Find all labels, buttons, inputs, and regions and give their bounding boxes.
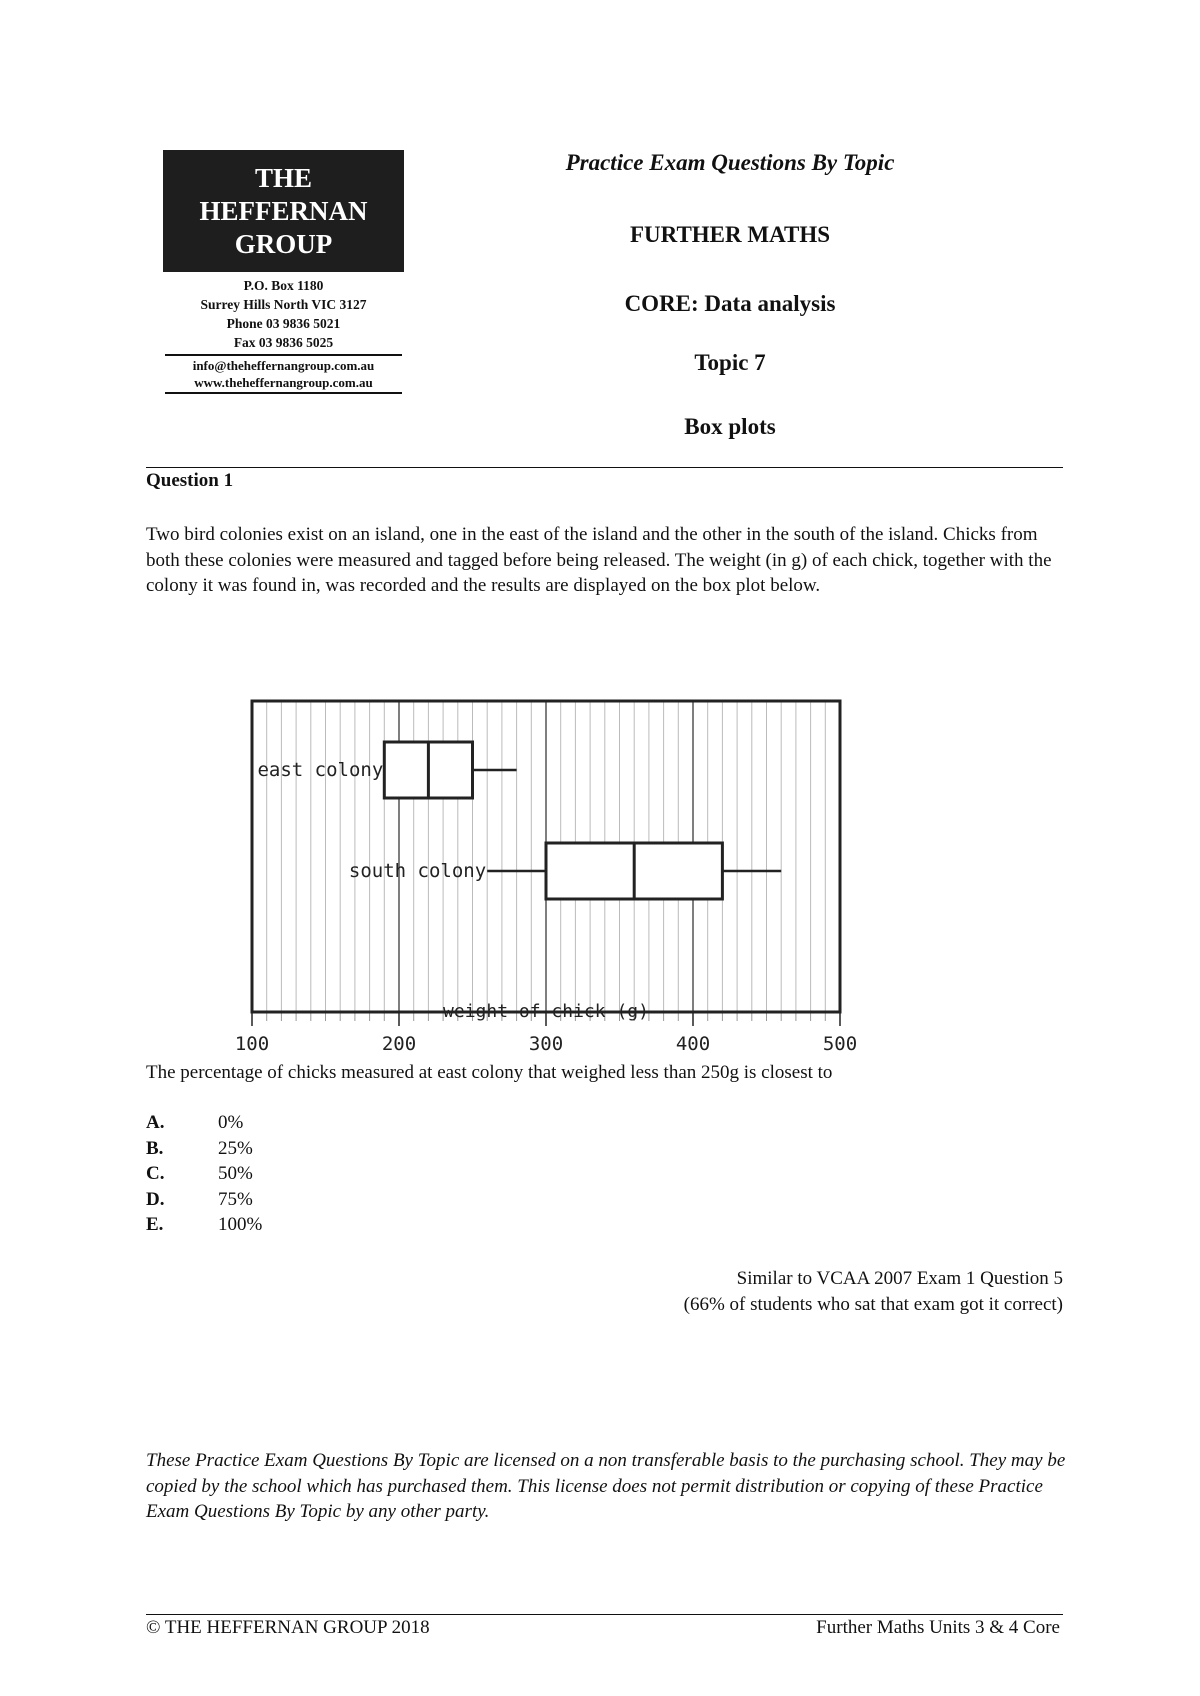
logo-line-1: THE: [254, 162, 313, 193]
option-letter: A.: [146, 1112, 165, 1133]
box-layer: [257, 742, 781, 899]
option-text: 0%: [218, 1112, 244, 1133]
question-stem: The percentage of chicks measured at east colony that weighed less than 250g is closest to: [146, 1062, 833, 1083]
header-divider: [146, 467, 1063, 468]
option-text: 50%: [218, 1163, 253, 1184]
source-note: [560, 1266, 1063, 1317]
option-letter: B.: [146, 1137, 164, 1159]
subject-title: FURTHER MATHS: [629, 222, 831, 247]
fax: Fax 03 9836 5025: [233, 335, 334, 350]
question-paragraph: Two bird colonies exist on an island, one in the east of the island and the other in the south of the island. Chicks from both these colonies were measured and tagged before being released. The weight (in g) of each chick, together with the colony it was found in, was recorded and the results are displayed on the box plot below.: [146, 524, 1052, 596]
logo-line-2: HEFFERNAN: [199, 195, 368, 226]
series-label: east colony: [257, 759, 384, 781]
x-tick-label: 100: [234, 1033, 270, 1055]
contact-divider-bottom: [165, 392, 402, 394]
x-tick-label: 300: [528, 1033, 564, 1055]
phone: Phone 03 9836 5021: [226, 316, 341, 331]
license-notice: These Practice Exam Questions By Topic are licensed on a non transferable basis to the purchasing school. They may be copied by the school which has purchased them. This license does not permit distribution or copying of these Practice Exam Questions By Topic by any other party.: [146, 1450, 1066, 1522]
box-plot-chart: [225, 690, 875, 1055]
option-letter: E.: [146, 1214, 164, 1235]
topic-number: Topic 7: [694, 350, 766, 375]
topic-name: Box plots: [684, 414, 776, 439]
x-tick-label: 200: [381, 1033, 417, 1055]
area-title: CORE: Data analysis: [624, 291, 836, 316]
email: info@theheffernangroup.com.au: [192, 358, 375, 373]
option-text: 75%: [218, 1188, 253, 1210]
address: Surrey Hills North VIC 3127: [200, 297, 367, 312]
website: www.theheffernangroup.com.au: [194, 375, 373, 390]
publisher-contact: [163, 276, 404, 394]
logo-line-3: GROUP: [234, 228, 333, 259]
question-heading: Question 1: [146, 470, 234, 491]
x-tick-label: 500: [822, 1033, 858, 1055]
option-letter: C.: [146, 1163, 165, 1184]
x-axis-label: weight of chick (g): [443, 1001, 649, 1022]
footer-copyright: © THE HEFFERNAN GROUP 2018: [146, 1617, 430, 1638]
publisher-logo: [163, 150, 404, 272]
tick-label-layer: [235, 1033, 857, 1055]
option-b: [146, 1136, 253, 1162]
option-text: 25%: [218, 1137, 253, 1159]
series-label: south colony: [348, 860, 487, 882]
source-line-1: Similar to VCAA 2007 Exam 1 Question 5: [736, 1268, 1063, 1289]
po-box: P.O. Box 1180: [243, 278, 324, 293]
source-line-2: (66% of students who sat that exam got it correct): [683, 1293, 1063, 1315]
x-tick-label: 400: [675, 1033, 711, 1055]
option-text: 100%: [218, 1214, 263, 1235]
footer-divider: [146, 1614, 1063, 1615]
option-letter: D.: [146, 1188, 165, 1210]
footer-course: Further Maths Units 3 & 4 Core: [816, 1617, 1060, 1638]
option-c: [146, 1161, 253, 1187]
option-a: [146, 1110, 243, 1136]
option-e: [146, 1212, 262, 1238]
series-title: Practice Exam Questions By Topic: [565, 150, 895, 175]
option-d: [146, 1187, 253, 1213]
